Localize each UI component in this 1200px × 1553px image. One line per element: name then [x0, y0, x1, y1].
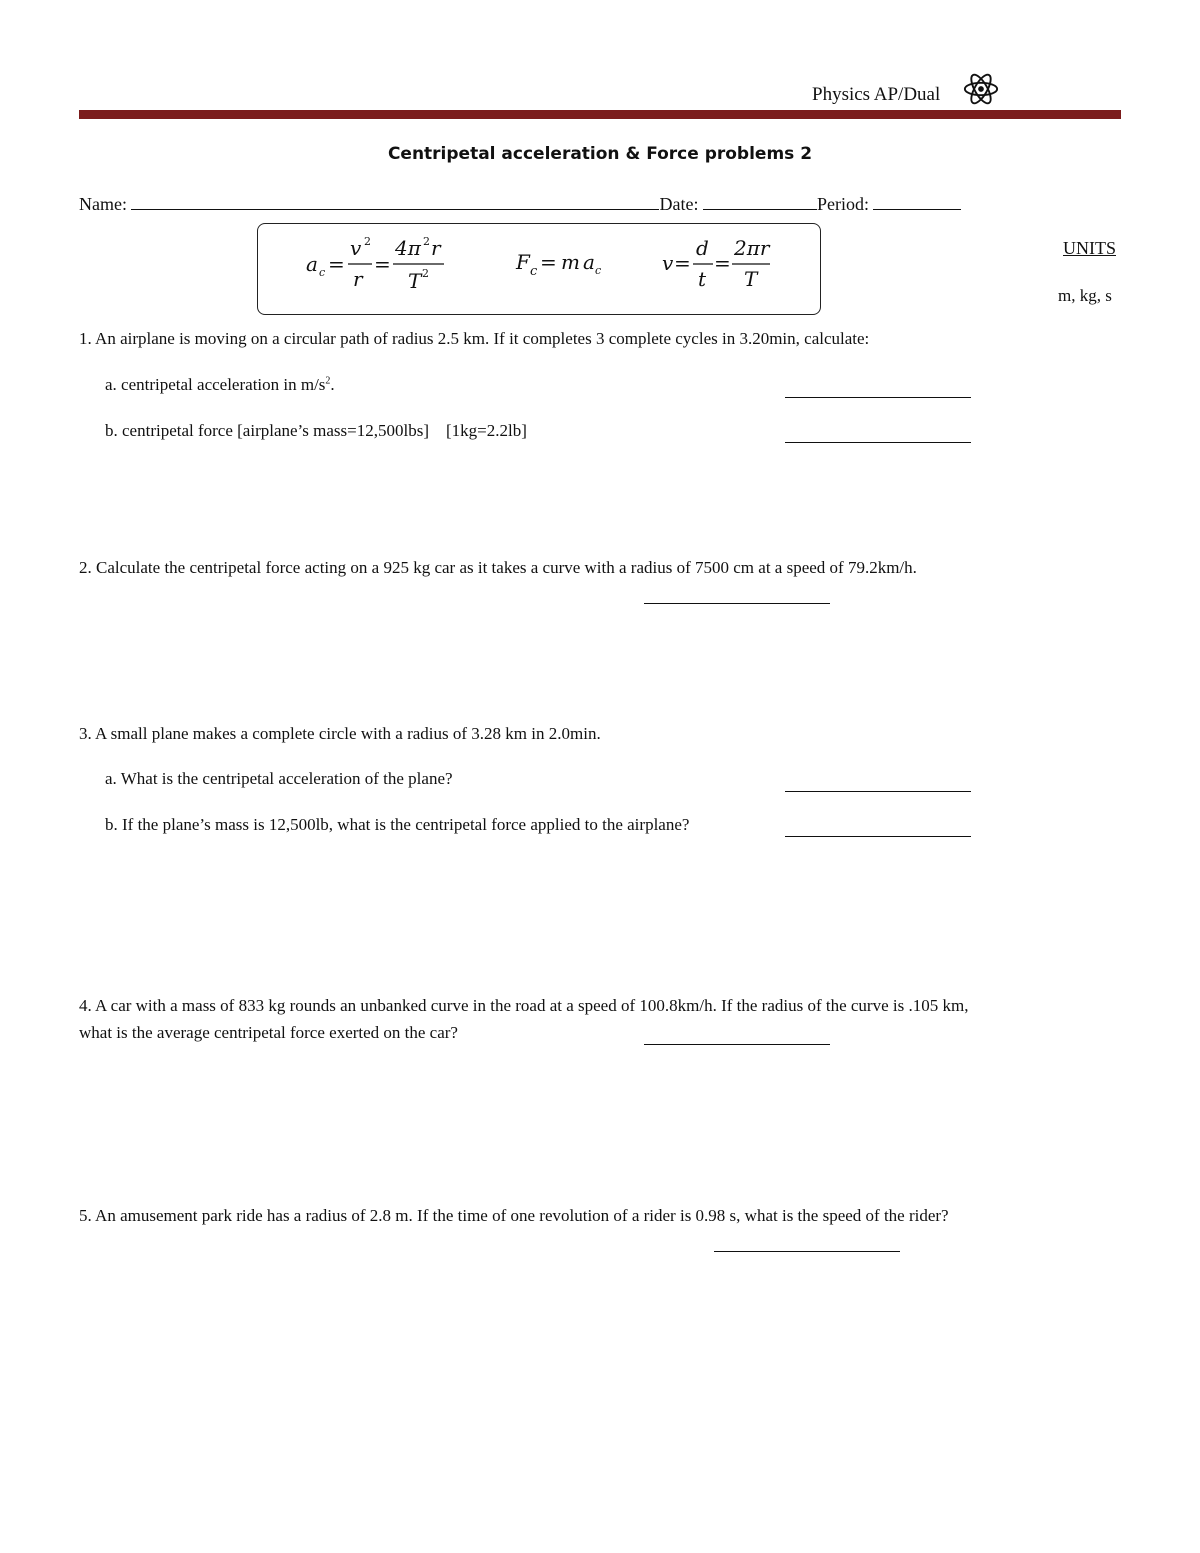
t-denominator: t	[698, 267, 707, 291]
question-1: 1. An airplane is moving on a circular path of radius 2.5 km. If it completes 3 complete cycles in 3.20min, calculate:	[79, 329, 870, 348]
answer-line-1b[interactable]	[785, 441, 971, 443]
question-3: 3. A small plane makes a complete circle with a radius of 3.28 km in 2.0min.	[79, 724, 601, 743]
m-symbol: m	[561, 250, 580, 274]
question-1a-text: a. centripetal acceleration in m/s	[105, 375, 326, 394]
question-1a-end: .	[330, 375, 335, 394]
T-denominator: T	[408, 269, 422, 293]
name-date-period-row	[79, 192, 961, 215]
answer-line-5[interactable]	[714, 1250, 900, 1252]
atom-icon	[962, 70, 1000, 108]
question-1a-superscript: 2	[325, 375, 331, 387]
r-numerator: r	[431, 236, 441, 260]
period-label: Period:	[816, 194, 869, 214]
name-field[interactable]	[131, 192, 659, 210]
answer-line-2[interactable]	[644, 602, 830, 604]
equals-1: =	[328, 252, 345, 276]
v-symbol: v	[662, 251, 674, 275]
date-label: Date:	[659, 194, 699, 214]
units-title: UNITS	[1063, 238, 1116, 258]
ac-subscript: c	[319, 266, 326, 279]
F-subscript: c	[530, 264, 538, 279]
question-1b: b. centripetal force [airplane’s mass=12,500lbs] [1kg=2.2lb]	[105, 421, 527, 440]
question-4-line-2: what is the average centripetal force exerted on the car?	[79, 1023, 458, 1042]
v-squared: 2	[364, 235, 371, 248]
F-symbol: F	[516, 250, 530, 274]
question-2: 2. Calculate the centripetal force acting on a 925 kg car as it takes a curve with a radius of 7500 cm at a speed of 79.2km/h.	[79, 558, 917, 577]
r-denominator: r	[353, 267, 363, 291]
T-period: T	[744, 267, 758, 291]
formula-equations	[258, 224, 818, 312]
a-symbol: a	[583, 250, 595, 274]
two-pi-r: 2πr	[734, 236, 770, 260]
pi-squared: 2	[423, 235, 430, 248]
a-subscript: c	[595, 264, 602, 277]
equals-2: =	[374, 252, 391, 276]
T-squared: 2	[422, 267, 429, 280]
ac-symbol: a	[306, 252, 318, 276]
four-pi: 4π	[395, 236, 421, 260]
period-field[interactable]	[873, 192, 961, 210]
answer-line-3b[interactable]	[785, 835, 971, 837]
answer-line-3a[interactable]	[785, 790, 971, 792]
question-1a	[105, 375, 335, 395]
units-values: m, kg, s	[1058, 286, 1112, 305]
question-3b: b. If the plane’s mass is 12,500lb, what is the centripetal force applied to the airplane?	[105, 815, 690, 834]
worksheet-title: Centripetal acceleration & Force problems 2	[387, 144, 813, 164]
header-rule	[79, 110, 1121, 119]
v-numerator: v	[350, 236, 362, 260]
equals-5: =	[714, 251, 731, 275]
name-label: Name:	[79, 194, 127, 214]
date-field[interactable]	[703, 192, 817, 210]
course-label: Physics AP/Dual	[812, 84, 941, 105]
answer-line-4[interactable]	[644, 1043, 830, 1045]
d-numerator: d	[696, 236, 709, 260]
question-3a: a. What is the centripetal acceleration of the plane?	[105, 769, 453, 788]
equals-3: =	[540, 250, 557, 274]
answer-line-1a[interactable]	[785, 396, 971, 398]
question-4-line-1: 4. A car with a mass of 833 kg rounds an unbanked curve in the road at a speed of 100.8km/h. If the radius of the curve is .105 km,	[79, 996, 969, 1015]
equals-4: =	[674, 251, 691, 275]
question-5: 5. An amusement park ride has a radius of 2.8 m. If the time of one revolution of a rider is 0.98 s, what is the speed of the rider?	[79, 1206, 949, 1225]
